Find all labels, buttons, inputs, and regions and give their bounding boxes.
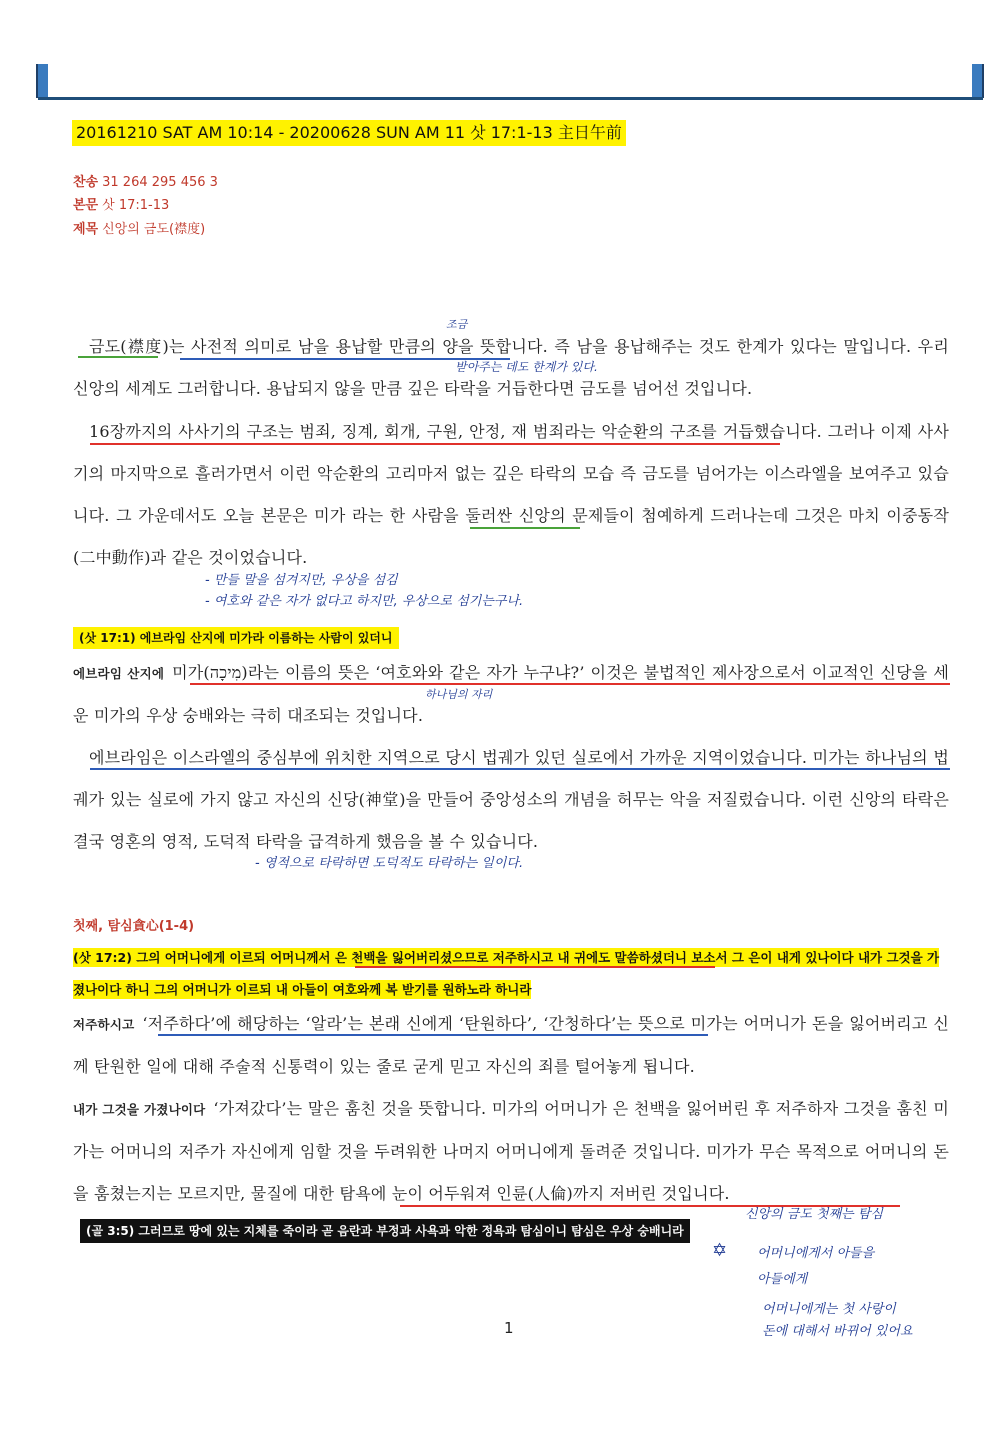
star-icon: ✡ <box>712 1240 728 1261</box>
scripture-line <box>73 197 169 215</box>
paragraph-1-text: 금도(襟度)는 사전적 의미로 남을 용납할 만큼의 양을 뜻합니다. 즉 남을 용납해주는 것도 한계가 있다는 말입니다. 우리 신앙의 세계도 그러합니다. 용납되지 않을 만큼 깊은 타락을 거듭한다면 금도를 넘어선 것입니다. <box>73 337 949 398</box>
section-title-1: 첫째, 탐심貪心(1-4) <box>73 919 195 934</box>
handwritten-note: - 여호와 같은 자가 없다고 하지만, 우상으로 섬기는구나. <box>205 594 524 609</box>
verse-3: (골 3:5) 그러므로 땅에 있는 지체를 죽이라 곧 음란과 부정과 사욕과 악한 정욕과 탐심이니 탐심은 우상 숭배니라 <box>80 1219 690 1243</box>
hymn-line <box>73 174 218 192</box>
handwritten-note: - 영적으로 타락하면 도덕적도 타락하는 일이다. <box>255 856 524 871</box>
underline-mark <box>190 683 950 685</box>
paragraph-4 <box>73 737 949 863</box>
paragraph-2-text: 16장까지의 사사기의 구조는 범죄, 징계, 회개, 구원, 안정, 재 범죄라는 악순환의 구조를 거듭했습니다. 그러나 이제 사사기의 마지막으로 흘러가면서 이런 악순환의 고리마저 없는 깊은 타락의 모습 즉 금도를 넘어가는 이스라엘을 보여주고 있습니다. 그 가운데서도 오늘 본문은 미가 라는 한 사람을 둘러싼 신앙의 문제들이 첨예하게 드러나는데 그것은 마치 이중동작(二中動作)과 같은 것이었습니다. <box>73 422 949 567</box>
handwritten-note: 아들에게 <box>757 1272 808 1287</box>
underline-mark <box>158 1034 708 1036</box>
verse-2 <box>73 942 949 1006</box>
sermon-title-line <box>73 221 205 239</box>
right-header-tab <box>972 64 984 98</box>
hymn-label: 찬송 <box>73 175 99 190</box>
verse-2-text: (삿 17:2) 그의 어머니에게 이르되 어머니께서 은 천백을 잃어버리셨으므로 저주하시고 내 귀에도 말씀하셨더니 보소서 그 은이 내게 있나이다 내가 그것을 가졌나이다 하니 그의 어머니가 이르되 내 아들이 여호와께 복 받기를 원하노라 하니라 <box>73 950 940 997</box>
page-number: 1 <box>504 1319 514 1337</box>
paragraph-3 <box>73 652 949 737</box>
hymn-value: 31 264 295 456 3 <box>102 175 218 190</box>
handwritten-note: 어머니에게는 첫 사랑이 <box>762 1302 896 1317</box>
underline-mark <box>78 356 158 358</box>
paragraph-5-lead: 저주하시고 <box>73 1017 135 1032</box>
paragraph-3-lead: 에브라임 산지에 <box>73 666 165 681</box>
paragraph-6 <box>73 1088 949 1215</box>
paragraph-6-text: ‘가져갔다’는 말은 훔친 것을 뜻합니다. 미가의 어머니가 은 천백을 잃어버린 후 저주하자 그것을 훔친 미가는 어머니의 저주가 자신에게 임할 것을 두려워한 나머지 어머니에게 돌려준 것입니다. 미가가 무슨 목적으로 어머니의 돈을 훔쳤는지는 모르지만, 물질에 대한 탐욕에 눈이 어두워져 인륜(人倫)까지 저버린 것입니다. <box>73 1099 949 1203</box>
paragraph-6-lead: 내가 그것을 가졌나이다 <box>73 1102 206 1117</box>
paragraph-2 <box>73 411 949 579</box>
paragraph-3-text: 미가(מִיכָה)라는 이름의 뜻은 ‘여호와와 같은 자가 누구냐?’ 이것은 불법적인 제사장으로서 이교적인 신당을 세운 미가의 우상 숭배와는 극히 대조되는 것입니다. <box>73 663 949 725</box>
sermon-title-value: 신앙의 금도(襟度) <box>102 222 206 237</box>
handwritten-note: 받아주는 데도 한계가 있다. <box>455 360 598 374</box>
left-header-tab <box>36 64 48 98</box>
scripture-value: 삿 17:1-13 <box>102 198 170 213</box>
scripture-label: 본문 <box>73 198 99 213</box>
handwritten-note: 돈에 대해서 바뀌어 있어요 <box>762 1324 913 1339</box>
paragraph-5 <box>73 1003 949 1088</box>
underline-mark <box>470 527 580 529</box>
sermon-title-label: 제목 <box>73 222 99 237</box>
handwritten-note: 조금 <box>446 318 468 331</box>
underline-mark <box>90 443 780 445</box>
underline-mark <box>90 768 950 770</box>
header-rule <box>38 97 983 100</box>
handwritten-note: 어머니에게서 아들을 <box>757 1246 875 1261</box>
paragraph-5-text: ‘저주하다’에 해당하는 ‘알라’는 본래 신에게 ‘탄원하다’, ‘간청하다’는 뜻으로 미가는 어머니가 돈을 잃어버리고 신께 탄원한 일에 대해 주술적 신통력이 있는 줄로 굳게 믿고 자신의 죄를 털어놓게 됩니다. <box>73 1014 949 1076</box>
paragraph-4-text: 에브라임은 이스라엘의 중심부에 위치한 지역으로 당시 법궤가 있던 실로에서 가까운 지역이었습니다. 미가는 하나님의 법궤가 있는 실로에 가지 않고 자신의 신당(神堂)을 만들어 중앙성소의 개념을 허무는 악을 저질렀습니다. 이런 신앙의 타락은 결국 영혼의 영적, 도덕적 타락을 급격하게 했음을 볼 수 있습니다. <box>73 748 949 851</box>
handwritten-note: 신앙의 금도 첫째는 탐심 <box>745 1207 883 1222</box>
handwritten-note: - 만들 말을 섬겨지만, 우상을 섬김 <box>205 573 398 588</box>
date-header: 20161210 SAT AM 10:14 - 20200628 SUN AM 11 삿 17:1-13 主日午前 <box>72 120 626 146</box>
underline-mark <box>355 966 715 968</box>
verse-1: (삿 17:1) 에브라임 산지에 미가라 이름하는 사람이 있더니 <box>73 627 399 649</box>
handwritten-note: 하나님의 자리 <box>425 688 493 701</box>
